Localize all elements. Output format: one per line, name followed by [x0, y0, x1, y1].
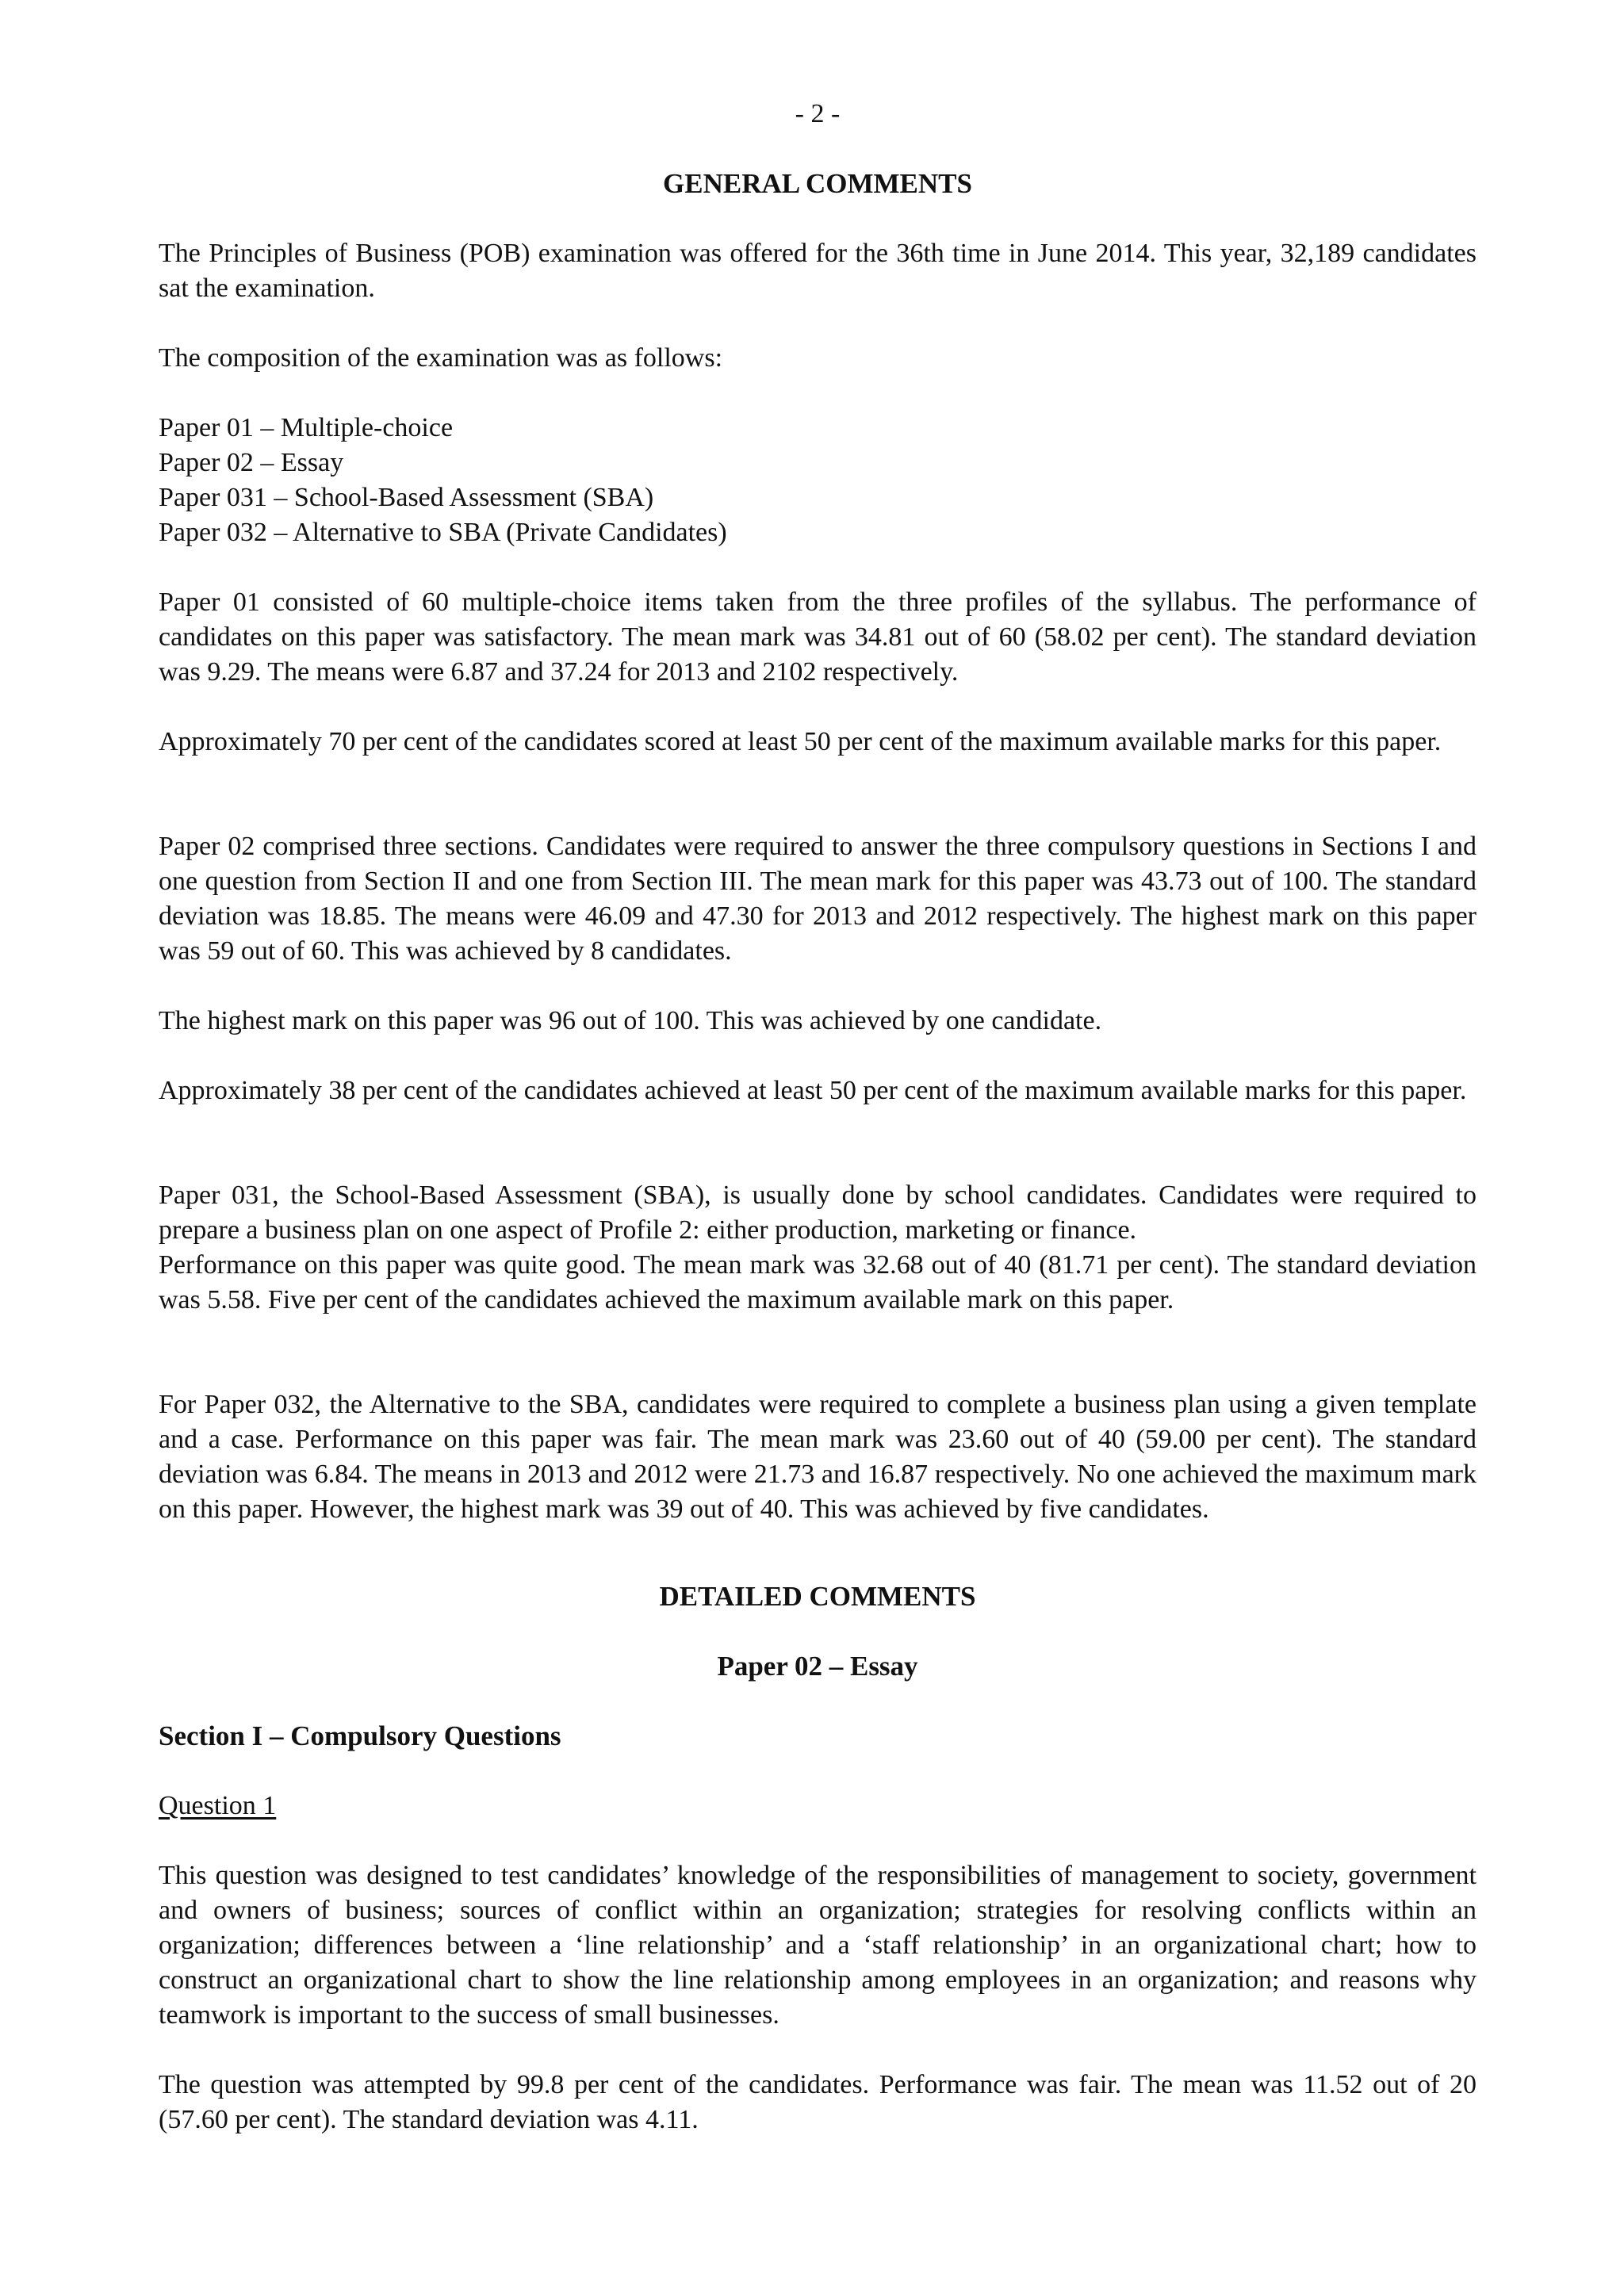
paper02-paragraph: Paper 02 comprised three sections. Candidates were required to answer the three compulsory questions in Sections I and one question from Section II and one from Section III. The mean mark for this paper was 43.73 out of 100. The standard deviation was 18.85. The means were 46.09 and 47.30 for 2013 and 2012 respectively. The highest mark on this paper was 59 out of 60. This was achieved by 8 candidates. [159, 832, 1477, 966]
page-number: - 2 - [795, 99, 841, 128]
paper031-performance-paragraph: Performance on this paper was quite good. The mean mark was 32.68 out of 40 (81.71 per cent). The standard deviation was 5.58. Five per cent of the candidates achieved the maximum available mark on this paper. [159, 1250, 1477, 1314]
paper032-paragraph: For Paper 032, the Alternative to the SBA, candidates were required to complete a business plan using a given template and a case. Performance on this paper was fair. The mean mark was 23.60 out of 40 (59.00 per cent). The standard deviation was 6.84. The means in 2013 and 2012 were 21.73 and 16.87 respectively. No one achieved the maximum mark on this paper. However, the highest mark was 39 out of 40. This was achieved by five candidates. [159, 1390, 1477, 1524]
general-intro-paragraph: The Principles of Business (POB) examination was offered for the 36th time in June 2014. This year, 32,189 candidates sat the examination. [159, 239, 1477, 303]
paper-list-item: Paper 02 – Essay [159, 448, 344, 477]
general-comments-heading: GENERAL COMMENTS [663, 168, 972, 199]
question1-attempted-paragraph: The question was attempted by 99.8 per cent of the candidates. Performance was fair. The mean was 11.52 out of 20 (57.60 per cent). The standard deviation was 4.11. [159, 2070, 1477, 2134]
question-1-heading: Question 1 [159, 1791, 277, 1820]
paper-list [159, 411, 1477, 550]
paper02-highest-paragraph: The highest mark on this paper was 96 out of 100. This was achieved by one candidate. [159, 1006, 1102, 1035]
section-heading: Section I – Compulsory Questions [159, 1720, 561, 1751]
paper01-paragraph: Paper 01 consisted of 60 multiple-choice items taken from the three profiles of the syllabus. The performance of candidates on this paper was satisfactory. The mean mark was 34.81 out of 60 (58.02 per cent). The standard deviation was 9.29. The means were 6.87 and 37.24 for 2013 and 2102 respectively. [159, 587, 1477, 687]
paper-list-item: Paper 01 – Multiple-choice [159, 413, 454, 442]
paper02-essay-heading: Paper 02 – Essay [717, 1651, 918, 1682]
question1-design-paragraph: This question was designed to test candidates’ knowledge of the responsibilities of management to society, government and owners of business; sources of conflict within an organization; strategies for resolving conflicts within an organization; differences between a ‘line relationship’ and a ‘staff relationship’ in an organizational chart; how to construct an organizational chart to show the line relationship among employees in an organization; and reasons why teamwork is important to the success of small businesses. [159, 1861, 1477, 2030]
paper-list-item: Paper 031 – School-Based Assessment (SBA) [159, 483, 654, 512]
composition-paragraph: The composition of the examination was as follows: [159, 343, 723, 373]
paper-list-item: Paper 032 – Alternative to SBA (Private Candidates) [159, 518, 727, 547]
paper02-approx-paragraph: Approximately 38 per cent of the candidates achieved at least 50 per cent of the maximum available marks for this paper. [159, 1076, 1467, 1105]
detailed-comments-heading: DETAILED COMMENTS [659, 1581, 976, 1612]
paper031-paragraph: Paper 031, the School-Based Assessment (SBA), is usually done by school candidates. Candidates were required to prepare a business plan on one aspect of Profile 2: either production, marketing or finance. [159, 1181, 1477, 1245]
paper01-approx-paragraph: Approximately 70 per cent of the candidates scored at least 50 per cent of the maximum available marks for this paper. [159, 727, 1442, 756]
